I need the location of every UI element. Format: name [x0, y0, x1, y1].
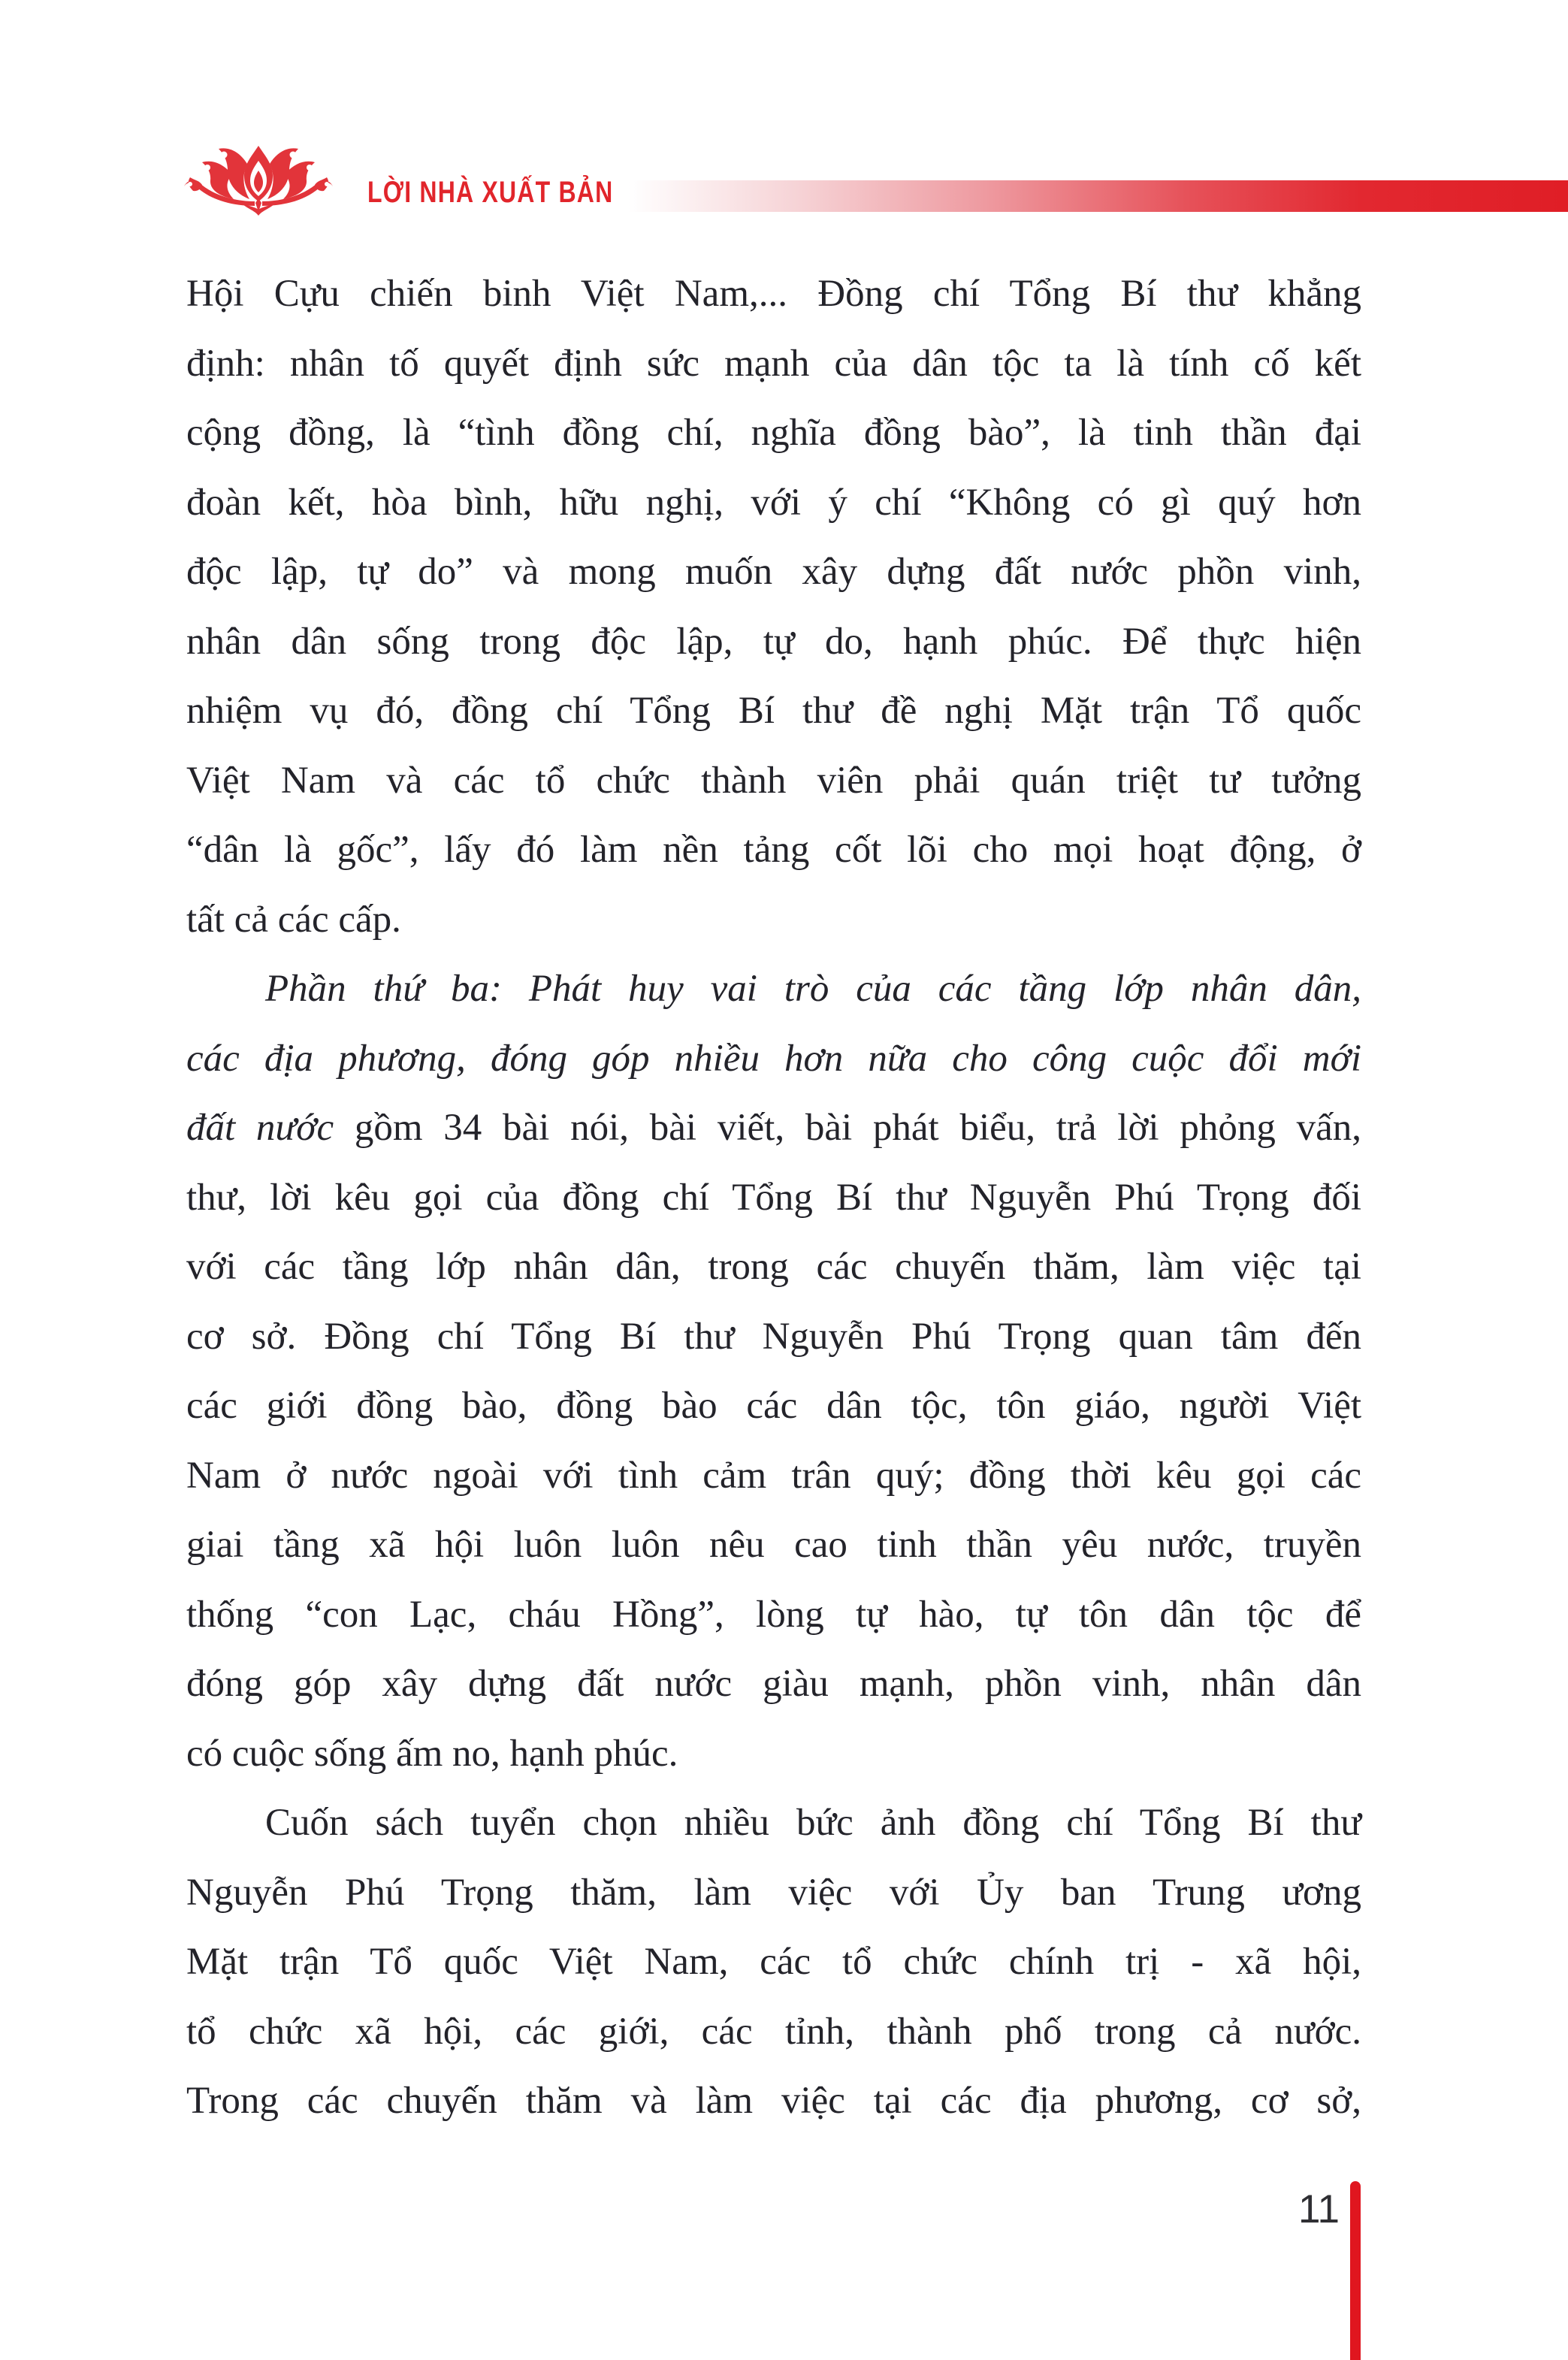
text-line: độc lập, tự do” và mong muốn xây dựng đất nước phồn vinh,: [186, 551, 1361, 593]
text-line: nhân dân sống trong độc lập, tự do, hạnh phúc. Để thực hiện: [186, 620, 1361, 663]
text-line: tổ chức xã hội, các giới, các tỉnh, thành phố trong cả nước.: [186, 2010, 1361, 2053]
text-line: Nguyễn Phú Trọng thăm, làm việc với Ủy ban Trung ương: [186, 1871, 1361, 1914]
text-line: cơ sở. Đồng chí Tổng Bí thư Nguyễn Phú Trọng quan tâm đến: [186, 1315, 1361, 1358]
text-line: Trong các chuyến thăm và làm việc tại các địa phương, cơ sở,: [186, 2080, 1361, 2122]
lotus-icon: [183, 143, 334, 216]
text-line: Việt Nam và các tổ chức thành viên phải quán triệt tư tưởng: [186, 759, 1361, 802]
text-line: đất nước gồm 34 bài nói, bài viết, bài phát biểu, trả lời phỏng vấn,: [186, 1107, 1362, 1149]
text-line: Mặt trận Tổ quốc Việt Nam, các tổ chức chính trị - xã hội,: [186, 1941, 1361, 1983]
text-line: tất cả các cấp.: [186, 898, 401, 941]
text-line: Nam ở nước ngoài với tình cảm trân quý; đồng thời kêu gọi các: [186, 1454, 1361, 1497]
page-title: LỜI NHÀ XUẤT BẢN: [367, 176, 614, 209]
text-line: có cuộc sống ấm no, hạnh phúc.: [186, 1732, 678, 1775]
text-line: các giới đồng bào, đồng bào các dân tộc, tôn giáo, người Việt: [186, 1385, 1361, 1427]
text-line: thống “con Lạc, cháu Hồng”, lòng tự hào, tự tôn dân tộc để: [186, 1593, 1361, 1636]
text-line: giai tầng xã hội luôn luôn nêu cao tinh thần yêu nước, truyền: [186, 1524, 1361, 1566]
page-number: 11: [1298, 2187, 1340, 2232]
text-line: định: nhân tố quyết định sức mạnh của dân tộc ta là tính cố kết: [186, 342, 1361, 385]
text-line: các địa phương, đóng góp nhiều hơn nữa cho công cuộc đổi mới: [186, 1037, 1361, 1080]
text-line: Cuốn sách tuyển chọn nhiều bức ảnh đồng chí Tổng Bí thư: [265, 1802, 1361, 1844]
text-line: Hội Cựu chiến binh Việt Nam,... Đồng chí Tổng Bí thư khẳng: [186, 273, 1361, 315]
text-line: đoàn kết, hòa bình, hữu nghị, với ý chí “Không có gì quý hơn: [186, 481, 1361, 524]
text-line: “dân là gốc”, lấy đó làm nền tảng cốt lõi cho mọi hoạt động, ở: [186, 829, 1361, 871]
body-text: [186, 259, 1361, 2136]
text-line: cộng đồng, là “tình đồng chí, nghĩa đồng bào”, là tinh thần đại: [186, 412, 1361, 454]
text-line: nhiệm vụ đó, đồng chí Tổng Bí thư đề nghị Mặt trận Tổ quốc: [186, 690, 1361, 732]
text-line: đóng góp xây dựng đất nước giàu mạnh, phồn vinh, nhân dân: [186, 1663, 1361, 1705]
footer-accent-bar: [1350, 2181, 1361, 2360]
text-line: thư, lời kêu gọi của đồng chí Tổng Bí thư Nguyễn Phú Trọng đối: [186, 1176, 1361, 1219]
header-gradient-bar: [628, 180, 1568, 212]
text-line: với các tầng lớp nhân dân, trong các chuyến thăm, làm việc tại: [186, 1246, 1361, 1288]
text-line: Phần thứ ba: Phát huy vai trò của các tầng lớp nhân dân,: [265, 968, 1361, 1010]
